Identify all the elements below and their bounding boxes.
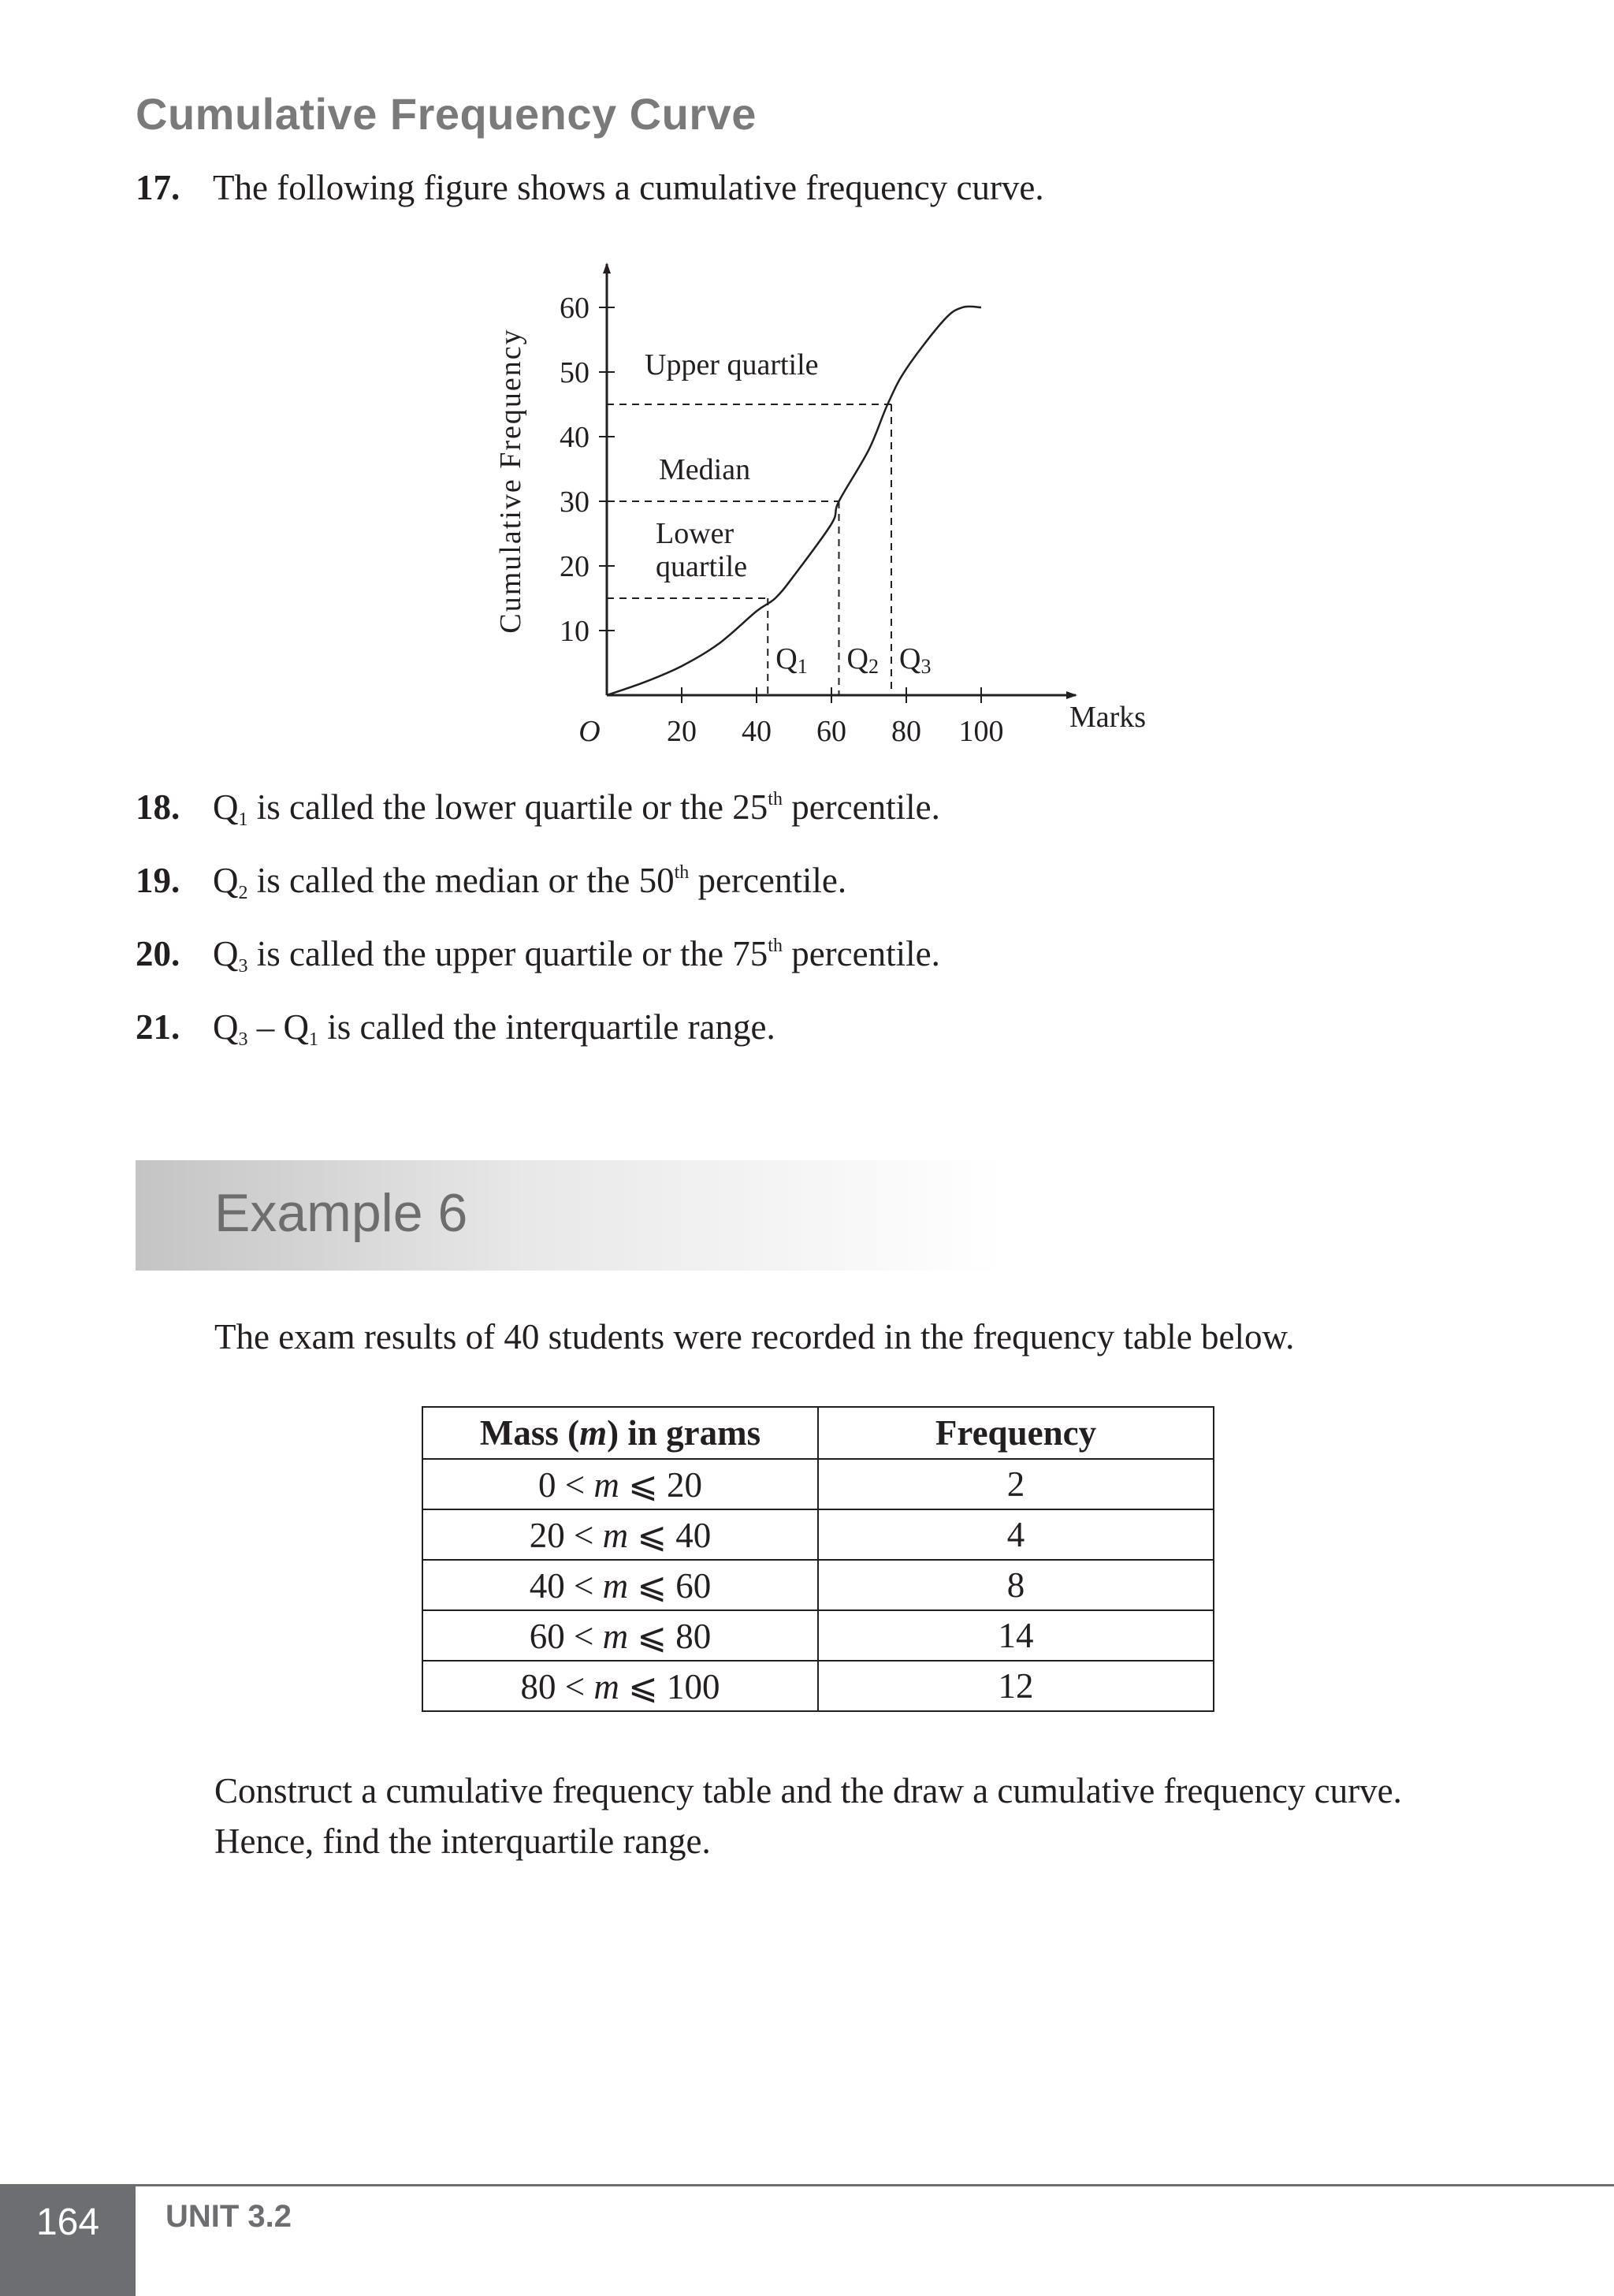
lower-quartile-label-line2: quartile — [656, 550, 748, 583]
x-tick-label: 40 — [742, 715, 772, 748]
y-tick-label: 10 — [560, 615, 589, 648]
interval-high: 80 — [675, 1616, 712, 1656]
interval-variable: m — [602, 1515, 629, 1555]
table-row — [422, 1459, 1214, 1509]
item-number: 20. — [136, 934, 180, 973]
q-symbol: Q — [213, 787, 239, 827]
quartile-subscript: 3 — [920, 655, 932, 678]
example-question: Construct a cumulative frequency table and the draw a cumulative frequency curve. Hence, find the interquartile range. — [214, 1771, 1402, 1861]
mass-interval — [422, 1610, 818, 1661]
item-text-end: percentile. — [689, 861, 847, 900]
table-header-row — [422, 1407, 1214, 1459]
column-header-frequency: Frequency — [818, 1407, 1214, 1459]
quartile-symbol: Q — [899, 642, 921, 675]
page-number: 164 — [35, 2201, 100, 2243]
frequency-value: 4 — [818, 1509, 1214, 1560]
frequency-value: 2 — [818, 1459, 1214, 1509]
x-axis-label: Marks — [1069, 701, 1147, 734]
lower-quartile-label-line1: Lower — [656, 517, 734, 550]
interval-variable: m — [602, 1616, 629, 1656]
y-axis-label: Cumulative Frequency — [494, 328, 527, 634]
less-than-symbol: < — [564, 1666, 586, 1706]
interval-variable: m — [602, 1565, 629, 1606]
q-subscript: 1 — [309, 1029, 318, 1050]
item-text: is called the upper quartile or the 75 — [247, 934, 768, 973]
ordinal-suffix: th — [768, 936, 783, 956]
quartile-subscript: 2 — [868, 655, 879, 678]
less-than-symbol: < — [573, 1515, 594, 1555]
mass-interval — [422, 1560, 818, 1610]
header-variable: m — [579, 1413, 608, 1453]
q-subscript: 1 — [238, 809, 248, 830]
interval-high: 60 — [675, 1565, 712, 1606]
less-than-symbol: < — [573, 1565, 594, 1606]
item-number: 17. — [136, 168, 180, 207]
cumulative-frequency-chart — [473, 244, 1182, 749]
interval-high: 40 — [675, 1515, 712, 1555]
quartile-marker-3 — [899, 642, 931, 678]
y-tick-label: 50 — [560, 356, 589, 389]
x-tick-label: 60 — [816, 715, 846, 748]
item-19 — [136, 858, 846, 902]
q-subscript: 2 — [238, 883, 248, 903]
section-title: Cumulative Frequency Curve — [136, 89, 757, 139]
interval-low: 0 — [537, 1464, 556, 1505]
item-text: – Q — [247, 1007, 309, 1047]
less-than-symbol: < — [573, 1616, 594, 1656]
column-header-mass — [422, 1407, 818, 1459]
interval-variable: m — [593, 1666, 619, 1706]
less-equal-symbol: ⩽ — [637, 1565, 668, 1606]
ordinal-suffix: th — [768, 789, 783, 809]
quartile-marker-2 — [847, 642, 879, 678]
q-symbol: Q — [213, 861, 239, 900]
y-tick-label: 20 — [560, 550, 589, 583]
less-equal-symbol: ⩽ — [628, 1666, 658, 1706]
interval-low: 40 — [529, 1565, 565, 1606]
y-tick-label: 40 — [560, 421, 589, 454]
interval-variable: m — [593, 1464, 619, 1505]
origin-label: O — [578, 715, 601, 748]
item-text-end: percentile. — [782, 787, 940, 827]
frequency-value: 14 — [818, 1610, 1214, 1661]
quartile-marker-1 — [775, 642, 807, 678]
quartile-subscript: 1 — [797, 655, 808, 678]
ordinal-suffix: th — [674, 862, 690, 883]
item-number: 18. — [136, 787, 180, 827]
item-number: 21. — [136, 1007, 180, 1047]
table-row — [422, 1661, 1214, 1711]
y-tick-label: 60 — [560, 292, 589, 325]
interval-low: 20 — [529, 1515, 565, 1555]
less-equal-symbol: ⩽ — [637, 1515, 668, 1555]
item-21 — [136, 1005, 775, 1049]
x-tick-label: 80 — [891, 715, 921, 748]
item-text: is called the lower quartile or the 25 — [247, 787, 768, 827]
item-20 — [136, 932, 940, 976]
mass-interval — [422, 1459, 818, 1509]
q-subscript: 3 — [238, 956, 248, 977]
frequency-value: 12 — [818, 1661, 1214, 1711]
example-title: Example 6 — [214, 1183, 468, 1243]
y-tick-label: 30 — [560, 486, 589, 519]
quartile-symbol: Q — [775, 642, 798, 675]
item-18 — [136, 785, 940, 829]
x-tick-label: 20 — [667, 715, 697, 748]
example-intro: The exam results of 40 students were recorded in the frequency table below. — [214, 1317, 1295, 1356]
item-17 — [136, 166, 1044, 210]
q-symbol: Q — [213, 934, 239, 973]
median-label: Median — [659, 453, 751, 486]
interval-low: 80 — [520, 1666, 556, 1706]
item-text: is called the median or the 50 — [247, 861, 675, 900]
q-symbol: Q — [213, 1007, 239, 1047]
frequency-table — [422, 1406, 1214, 1712]
table-row — [422, 1509, 1214, 1560]
mass-interval — [422, 1509, 818, 1560]
table-row — [422, 1560, 1214, 1610]
mass-interval — [422, 1661, 818, 1711]
less-equal-symbol: ⩽ — [628, 1464, 658, 1505]
interval-high: 100 — [667, 1666, 720, 1706]
example-header — [136, 1160, 1002, 1271]
q-subscript: 3 — [238, 1029, 248, 1050]
header-text: Mass ( — [479, 1413, 580, 1453]
item-text-end: is called the interquartile range. — [318, 1007, 775, 1047]
x-tick-label: 100 — [958, 715, 1004, 748]
less-than-symbol: < — [564, 1464, 586, 1505]
upper-quartile-label: Upper quartile — [645, 348, 819, 381]
frequency-value: 8 — [818, 1560, 1214, 1610]
item-number: 19. — [136, 861, 180, 900]
interval-high: 20 — [667, 1464, 703, 1505]
unit-label: UNIT 3.2 — [165, 2199, 292, 2234]
footer-rule — [0, 2184, 1614, 2186]
item-text: The following figure shows a cumulative frequency curve. — [213, 168, 1044, 207]
table-row — [422, 1610, 1214, 1661]
header-text: ) in grams — [607, 1413, 761, 1453]
less-equal-symbol: ⩽ — [637, 1616, 668, 1656]
interval-low: 60 — [529, 1616, 565, 1656]
item-text-end: percentile. — [782, 934, 940, 973]
quartile-symbol: Q — [846, 642, 868, 675]
